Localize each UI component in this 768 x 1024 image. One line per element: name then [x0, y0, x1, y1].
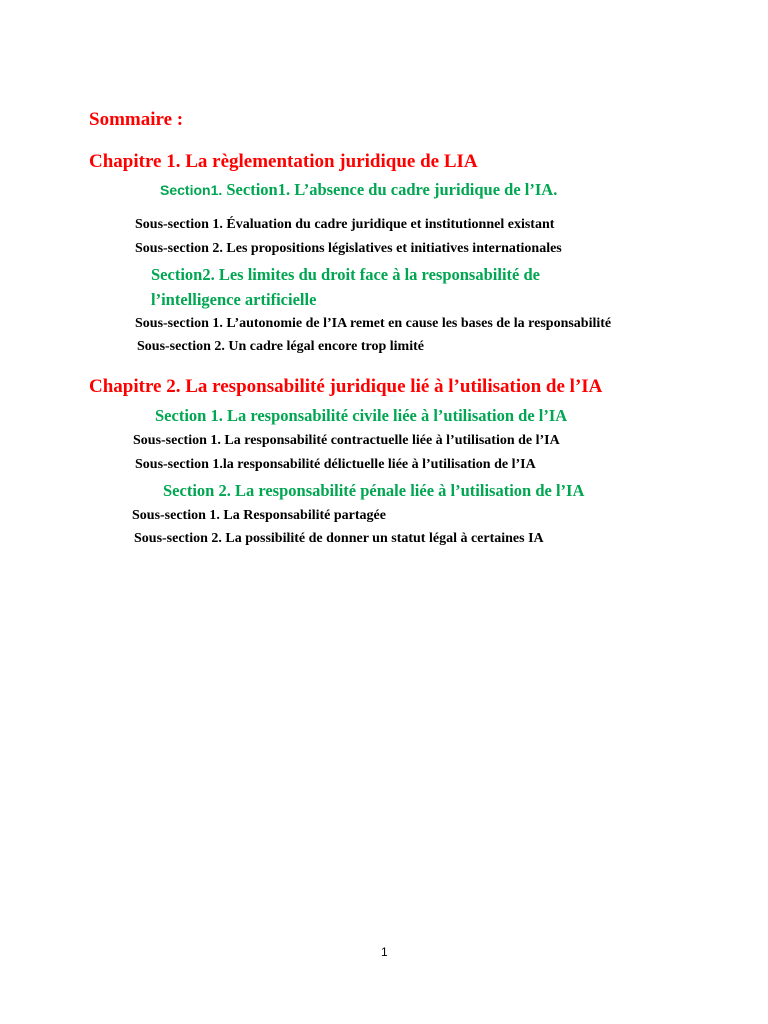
chapter-2-section-2-subsection-1: Sous-section 1. La Responsabilité partagée [132, 508, 386, 523]
chapter-2-section-1-subsection-1: Sous-section 1. La responsabilité contractuelle liée à l’utilisation de l’IA [133, 433, 560, 448]
summary-title: Sommaire : [89, 109, 184, 130]
section-prefix: Section1. [160, 182, 223, 198]
chapter-2-section-2-subsection-2: Sous-section 2. La possibilité de donner un statut légal à certaines IA [134, 531, 544, 546]
chapter-1-title: Chapitre 1. La règlementation juridique de LIA [89, 151, 478, 172]
chapter-1-section-1-subsection-2: Sous-section 2. Les propositions législatives et initiatives internationales [135, 241, 562, 256]
chapter-2-section-1-title: Section 1. La responsabilité civile liée à l’utilisation de l’IA [155, 406, 568, 425]
chapter-1-section-2-title-line-2: l’intelligence artificielle [151, 290, 317, 309]
chapter-1-section-2-subsection-2: Sous-section 2. Un cadre légal encore trop limité [137, 339, 424, 354]
section-text: Section1. L’absence du cadre juridique de l’IA. [226, 180, 558, 199]
page-number: 1 [381, 945, 388, 959]
chapter-2-title: Chapitre 2. La responsabilité juridique lié à l’utilisation de l’IA [89, 376, 603, 397]
chapter-1-section-2-subsection-1: Sous-section 1. L’autonomie de l’IA remet en cause les bases de la responsabilité [135, 316, 612, 331]
chapter-2-section-2-title: Section 2. La responsabilité pénale liée à l’utilisation de l’IA [163, 481, 585, 500]
chapter-2-section-1-subsection-2: Sous-section 1.la responsabilité délictuelle liée à l’utilisation de l’IA [135, 457, 536, 472]
chapter-1-section-1-title [160, 180, 557, 200]
chapter-1-section-1-subsection-1: Sous-section 1. Évaluation du cadre juridique et institutionnel existant [135, 217, 555, 232]
chapter-1-section-2-title-line-1: Section2. Les limites du droit face à la responsabilité de [151, 265, 540, 284]
